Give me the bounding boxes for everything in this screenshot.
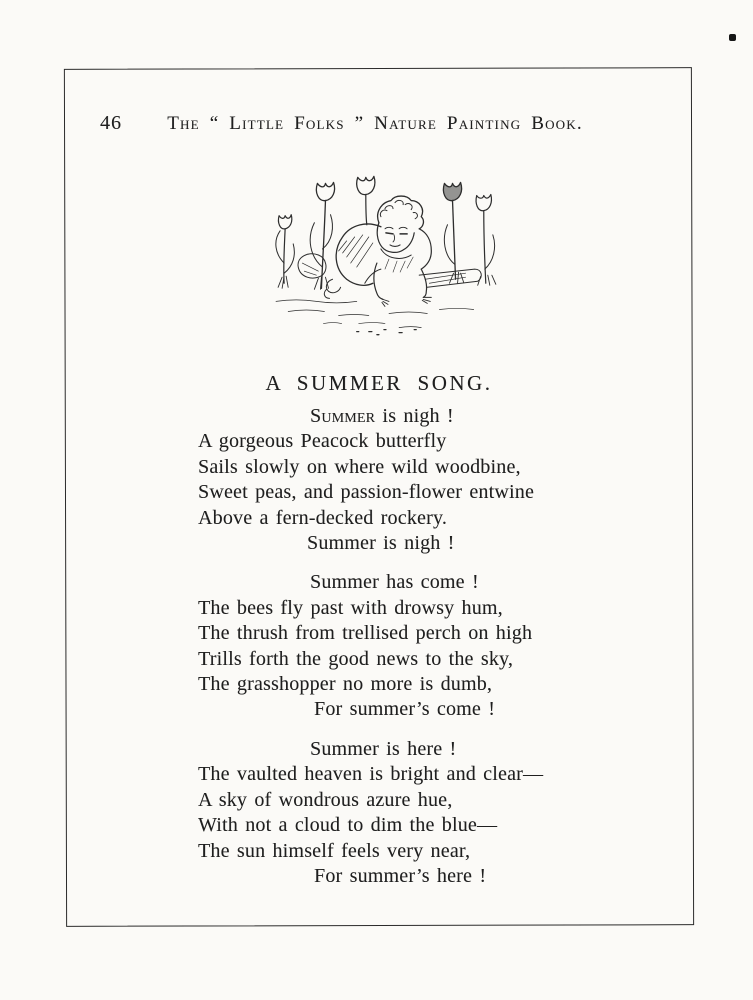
poem-line: A gorgeous Peacock butterfly bbox=[198, 430, 447, 453]
child-crawling-among-tulips-illustration bbox=[268, 170, 512, 336]
refrain-line: For summer’s come ! bbox=[314, 698, 496, 721]
refrain-line bbox=[310, 404, 618, 429]
poem-line: A sky of wondrous azure hue, bbox=[198, 788, 453, 811]
poem-line: The grasshopper no more is dumb, bbox=[198, 673, 493, 696]
poem-line: With not a cloud to dim the blue— bbox=[198, 814, 498, 837]
poem-line: Sails slowly on where wild woodbine, bbox=[198, 455, 521, 478]
stanza-3 bbox=[198, 737, 618, 889]
stanza-1 bbox=[198, 404, 618, 556]
refrain-rest: Summer has come ! bbox=[310, 571, 479, 594]
refrain-rest: is nigh ! bbox=[375, 405, 454, 427]
poem-line: Trills forth the good news to the sky, bbox=[198, 647, 514, 670]
poem-line: The bees fly past with drowsy hum, bbox=[198, 596, 503, 619]
poem-line: The thrush from trellised perch on high bbox=[198, 622, 533, 645]
refrain-line: For summer’s here ! bbox=[314, 864, 487, 887]
running-title: The “ Little Folks ” Nature Painting Book. bbox=[167, 113, 583, 134]
refrain-line bbox=[310, 737, 618, 762]
refrain-lead-word: Summer bbox=[310, 405, 376, 427]
stanza-2 bbox=[198, 570, 618, 722]
refrain-line: Summer is nigh ! bbox=[307, 532, 455, 555]
poem-line: Above a fern-decked rockery. bbox=[198, 506, 448, 529]
refrain-rest: Summer is here ! bbox=[310, 737, 457, 760]
ink-speck bbox=[729, 34, 736, 41]
poem-line: Sweet peas, and passion-flower entwine bbox=[198, 481, 535, 504]
page-number: 46 bbox=[100, 112, 122, 134]
poem-body bbox=[198, 404, 618, 889]
poem-line: The sun himself feels very near, bbox=[198, 839, 471, 862]
poem-title: A SUMMER SONG. bbox=[265, 371, 493, 395]
refrain-line bbox=[310, 570, 618, 595]
poem-line: The vaulted heaven is bright and clear— bbox=[198, 763, 544, 786]
